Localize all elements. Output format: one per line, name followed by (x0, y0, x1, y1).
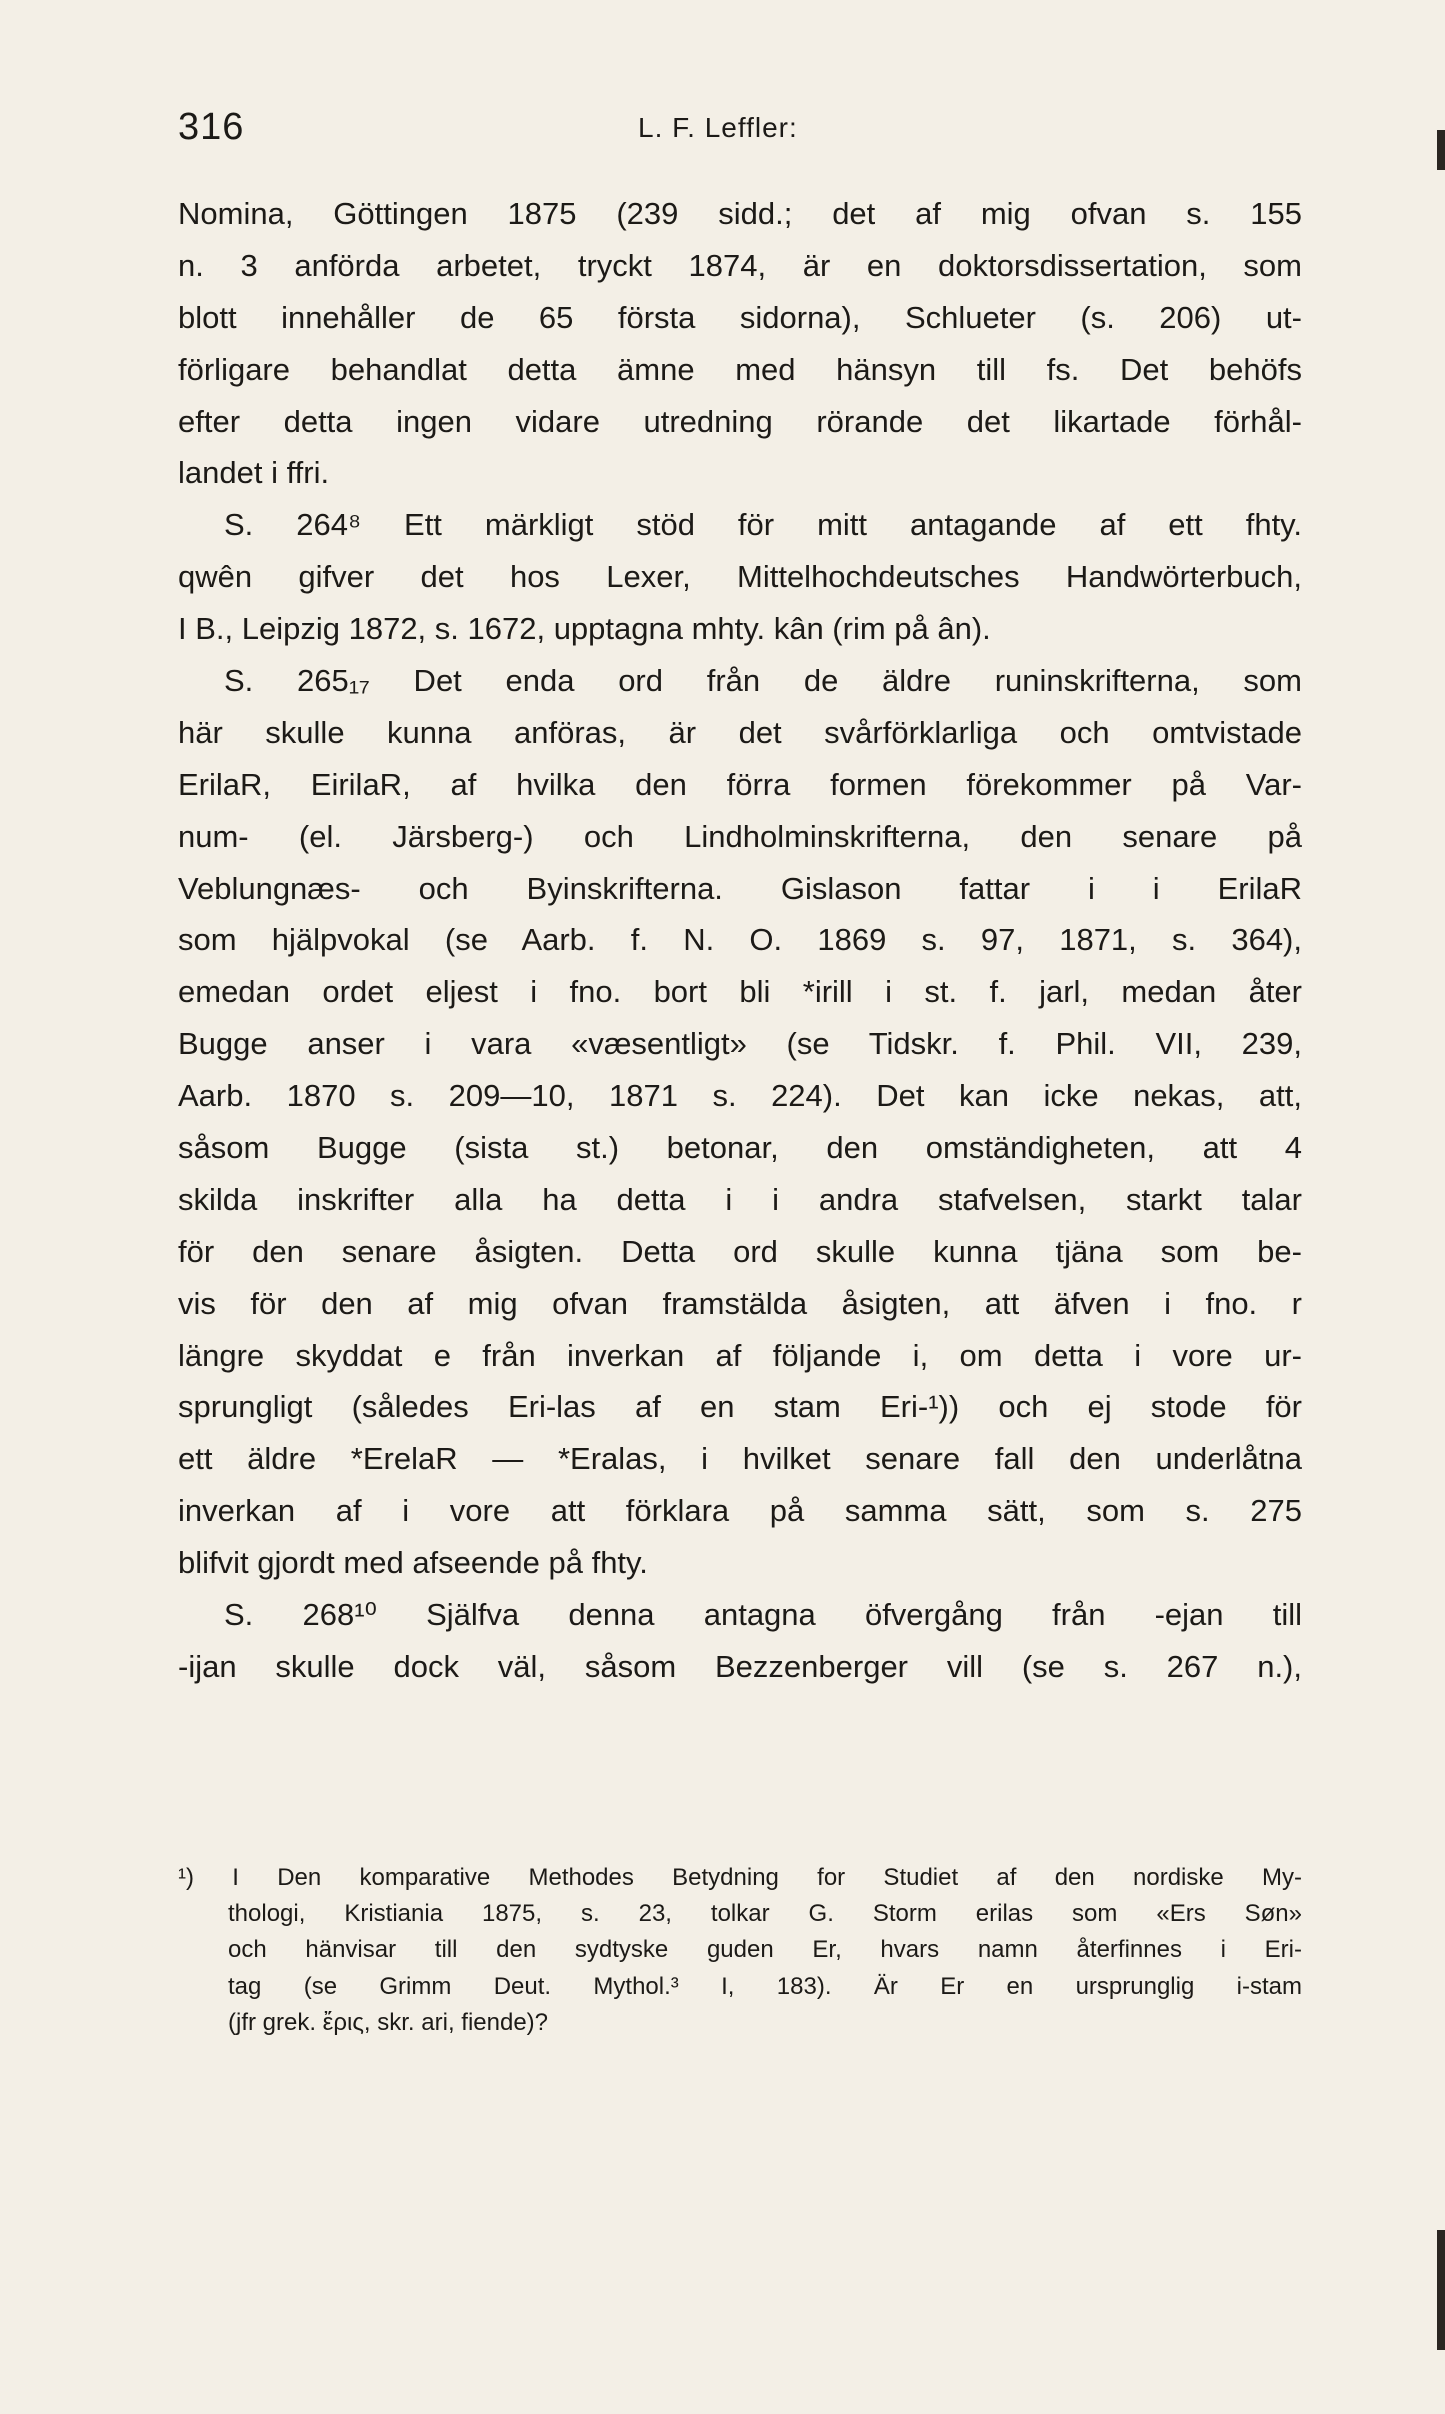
running-head: L. F. Leffler: (638, 112, 798, 143)
page-number: 316 (178, 106, 245, 148)
footnote-line: och hänvisar till den sydtyske guden Er, hvars namn återfinnes i Eri- (228, 1936, 1302, 1964)
text-line: I B., Leipzig 1872, s. 1672, upptagna mhty. kân (rim på ân). (178, 611, 991, 647)
body-text (178, 188, 1302, 1693)
text-line: Aarb. 1870 s. 209—10, 1871 s. 224). Det kan icke nekas, att, (178, 1078, 1302, 1114)
footnotes (178, 1860, 1302, 2041)
text-line: såsom Bugge (sista st.) betonar, den omständigheten, att 4 (178, 1130, 1302, 1166)
text-line: Nomina, Göttingen 1875 (239 sidd.; det af mig ofvan s. 155 (178, 196, 1302, 231)
text-line: S. 265₁₇ Det enda ord från de äldre runinskrifterna, som (224, 663, 1302, 699)
text-line: qwên gifver det hos Lexer, Mittelhochdeutsches Handwörterbuch, (178, 559, 1302, 595)
text-line: som hjälpvokal (se Aarb. f. N. O. 1869 s. 97, 1871, s. 364), (178, 922, 1302, 958)
footnote-line: thologi, Kristiania 1875, s. 23, tolkar G. Storm erilas som «Ers Søn» (228, 1900, 1302, 1928)
text-line: landet i ffri. (178, 455, 330, 491)
text-line: S. 268¹⁰ Själfva denna antagna öfvergång från -ejan till (224, 1597, 1302, 1633)
footnote-line: (jfr grek. ἔρις, skr. ari, fiende)? (228, 2008, 549, 2036)
page-edge-mark (1437, 2230, 1445, 2350)
text-line: Veblungnæs- och Byinskrifterna. Gislason fattar i i ErilaR (178, 870, 1302, 906)
text-line: num- (el. Järsberg-) och Lindholminskrifterna, den senare på (178, 818, 1302, 854)
text-line: ErilaR, EirilaR, af hvilka den förra formen förekommer på Var- (178, 766, 1302, 802)
text-line: ett äldre *ErelaR — *Eralas, i hvilket senare fall den underlåtna (178, 1441, 1302, 1477)
footnote-line: tag (se Grimm Deut. Mythol.³ I, 183). Är Er en ursprunglig i-stam (228, 1972, 1302, 2000)
text-line: inverkan af i vore att förklara på samma sätt, som s. 275 (178, 1493, 1302, 1529)
text-line: vis för den af mig ofvan framstälda åsigten, att äfven i fno. r (178, 1285, 1302, 1321)
text-line: emedan ordet eljest i fno. bort bli *irill i st. f. jarl, medan åter (178, 974, 1302, 1010)
footnote-line: ¹) I Den komparative Methodes Betydning for Studiet af den nordiske My- (178, 1864, 1302, 1891)
text-line: -ijan skulle dock väl, såsom Bezzenberger vill (se s. 267 n.), (178, 1648, 1302, 1684)
text-line: förligare behandlat detta ämne med hänsyn till fs. Det behöfs (178, 351, 1302, 387)
text-line: skilda inskrifter alla ha detta i i andra stafvelsen, starkt talar (178, 1181, 1302, 1217)
text-line: blott innehåller de 65 första sidorna), Schlueter (s. 206) ut- (178, 299, 1302, 335)
text-line: längre skyddat e från inverkan af följande i, om detta i vore ur- (178, 1337, 1302, 1373)
text-line: S. 264⁸ Ett märkligt stöd för mitt antagande af ett fhty. (224, 507, 1302, 543)
text-line: blifvit gjordt med afseende på fhty. (178, 1545, 648, 1581)
text-line: här skulle kunna anföras, är det svårförklarliga och omtvistade (178, 714, 1302, 750)
page-edge-mark (1437, 130, 1445, 170)
text-line: för den senare åsigten. Detta ord skulle kunna tjäna som be- (178, 1233, 1302, 1269)
text-line: n. 3 anförda arbetet, tryckt 1874, är en doktorsdissertation, som (178, 247, 1302, 283)
text-line: efter detta ingen vidare utredning rörande det likartade förhål- (178, 403, 1302, 439)
text-line: Bugge anser i vara «væsentligt» (se Tidskr. f. Phil. VII, 239, (178, 1026, 1302, 1062)
text-line: sprungligt (således Eri-las af en stam Eri-¹)) och ej stode för (178, 1389, 1302, 1425)
page-header (178, 100, 1298, 160)
